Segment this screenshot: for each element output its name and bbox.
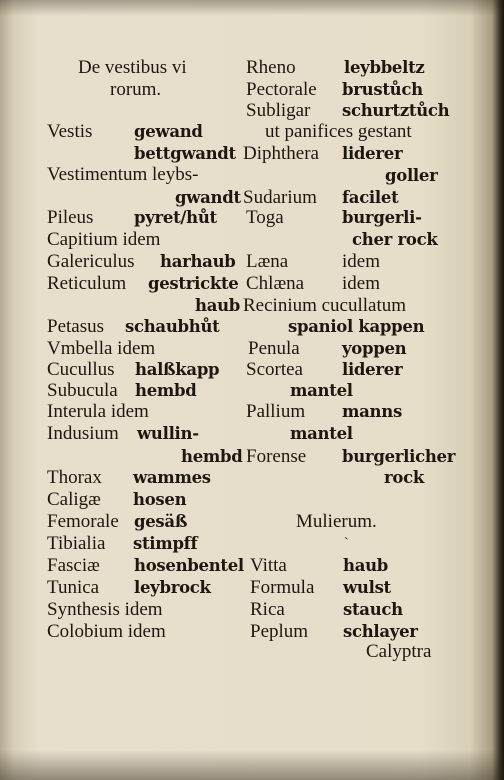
- latin-term: Recinium cucullatum: [243, 295, 407, 316]
- latin-term: Sudarium: [243, 187, 317, 208]
- latin-term: Reticulum: [47, 273, 127, 294]
- latin-term: Interula idem: [47, 401, 149, 422]
- latin-term: Caligæ: [47, 489, 101, 510]
- german-term: stimpff: [133, 534, 198, 553]
- german-term: schurtztůch: [342, 101, 450, 120]
- latin-term: Tibialia: [47, 533, 106, 554]
- german-term: goller: [385, 166, 438, 185]
- german-term: gewand: [134, 122, 203, 141]
- catchword: Calyptra: [366, 641, 432, 662]
- latin-term: Cucullus: [47, 359, 115, 380]
- german-term: hembd: [181, 447, 243, 466]
- latin-term: Pallium: [246, 401, 306, 422]
- printer-mark: ˋ: [344, 536, 349, 551]
- german-term: hosenbentel: [134, 556, 244, 575]
- german-term: burgerli-: [342, 208, 422, 227]
- german-term: haub: [343, 556, 389, 575]
- german-term: rock: [384, 468, 424, 487]
- latin-term: Petasus: [47, 316, 104, 337]
- latin-term: Subligar: [246, 100, 311, 121]
- latin-term: Fasciæ: [47, 555, 100, 576]
- latin-term: idem: [342, 273, 380, 294]
- german-term: schaubhůt: [125, 317, 220, 336]
- latin-term: Formula: [250, 577, 315, 598]
- german-term: manns: [342, 402, 402, 421]
- latin-term: Vestis: [47, 121, 93, 142]
- german-term: facilet: [342, 188, 399, 207]
- latin-term: Pectorale: [246, 79, 317, 100]
- german-term: hosen: [133, 490, 187, 509]
- german-term: wullin-: [137, 424, 199, 443]
- latin-term: Capitium idem: [47, 229, 161, 250]
- latin-note: ut panifices gestant: [265, 121, 412, 142]
- german-term: pyret/hůt: [134, 208, 217, 227]
- latin-term: Tunica: [47, 577, 100, 598]
- latin-term: Peplum: [250, 621, 309, 642]
- latin-term: Thorax: [47, 467, 102, 488]
- latin-term: Pileus: [47, 207, 94, 228]
- german-term: liderer: [342, 144, 403, 163]
- german-term: spaniol kappen: [288, 317, 425, 336]
- german-term: gestrickte: [148, 274, 239, 293]
- latin-term: Vmbella idem: [47, 338, 156, 359]
- latin-term: Vitta: [250, 555, 287, 576]
- latin-term: Diphthera: [243, 143, 319, 164]
- german-term: harhaub: [160, 252, 236, 271]
- latin-term: Læna: [246, 251, 289, 272]
- german-term: wammes: [133, 468, 211, 487]
- section-heading: Mulierum.: [296, 511, 377, 532]
- german-term: burgerlicher: [342, 447, 456, 466]
- latin-term: idem: [342, 251, 380, 272]
- latin-term: Toga: [246, 207, 284, 228]
- latin-term: Forense: [246, 446, 307, 467]
- latin-term: Synthesis idem: [47, 599, 163, 620]
- german-term: bettgwandt: [134, 144, 236, 163]
- german-term: halßkapp: [135, 360, 220, 379]
- german-term: schlayer: [343, 622, 418, 641]
- german-term: leybrock: [134, 578, 211, 597]
- latin-term: Galericulus: [47, 251, 135, 272]
- german-term: wulst: [343, 578, 391, 597]
- german-term: yoppen: [342, 339, 407, 358]
- german-term: hembd: [135, 381, 197, 400]
- german-term: mantel: [290, 381, 353, 400]
- latin-term: Penula: [248, 338, 300, 359]
- latin-term: Scortea: [246, 359, 303, 380]
- latin-term: Colobium idem: [47, 621, 166, 642]
- section-heading-continued: rorum.: [110, 79, 162, 100]
- section-heading: De vestibus vi: [78, 57, 187, 78]
- german-term: gesäß: [134, 512, 188, 531]
- latin-term: Chlæna: [246, 273, 305, 294]
- german-term: cher rock: [352, 230, 438, 249]
- latin-term: Indusium: [47, 423, 119, 444]
- german-term: leybbeltz: [344, 58, 425, 77]
- german-term: brustůch: [342, 80, 423, 99]
- german-term: stauch: [343, 600, 403, 619]
- latin-term: Rica: [250, 599, 285, 620]
- latin-term: Vestimentum leybs-: [47, 164, 199, 185]
- latin-term: Subucula: [47, 380, 118, 401]
- german-term: mantel: [290, 424, 353, 443]
- latin-term: Femorale: [47, 511, 119, 532]
- german-term: haub: [195, 296, 241, 315]
- latin-term: Rheno: [246, 57, 296, 78]
- german-term: liderer: [342, 360, 403, 379]
- german-term: gwandt: [175, 188, 241, 207]
